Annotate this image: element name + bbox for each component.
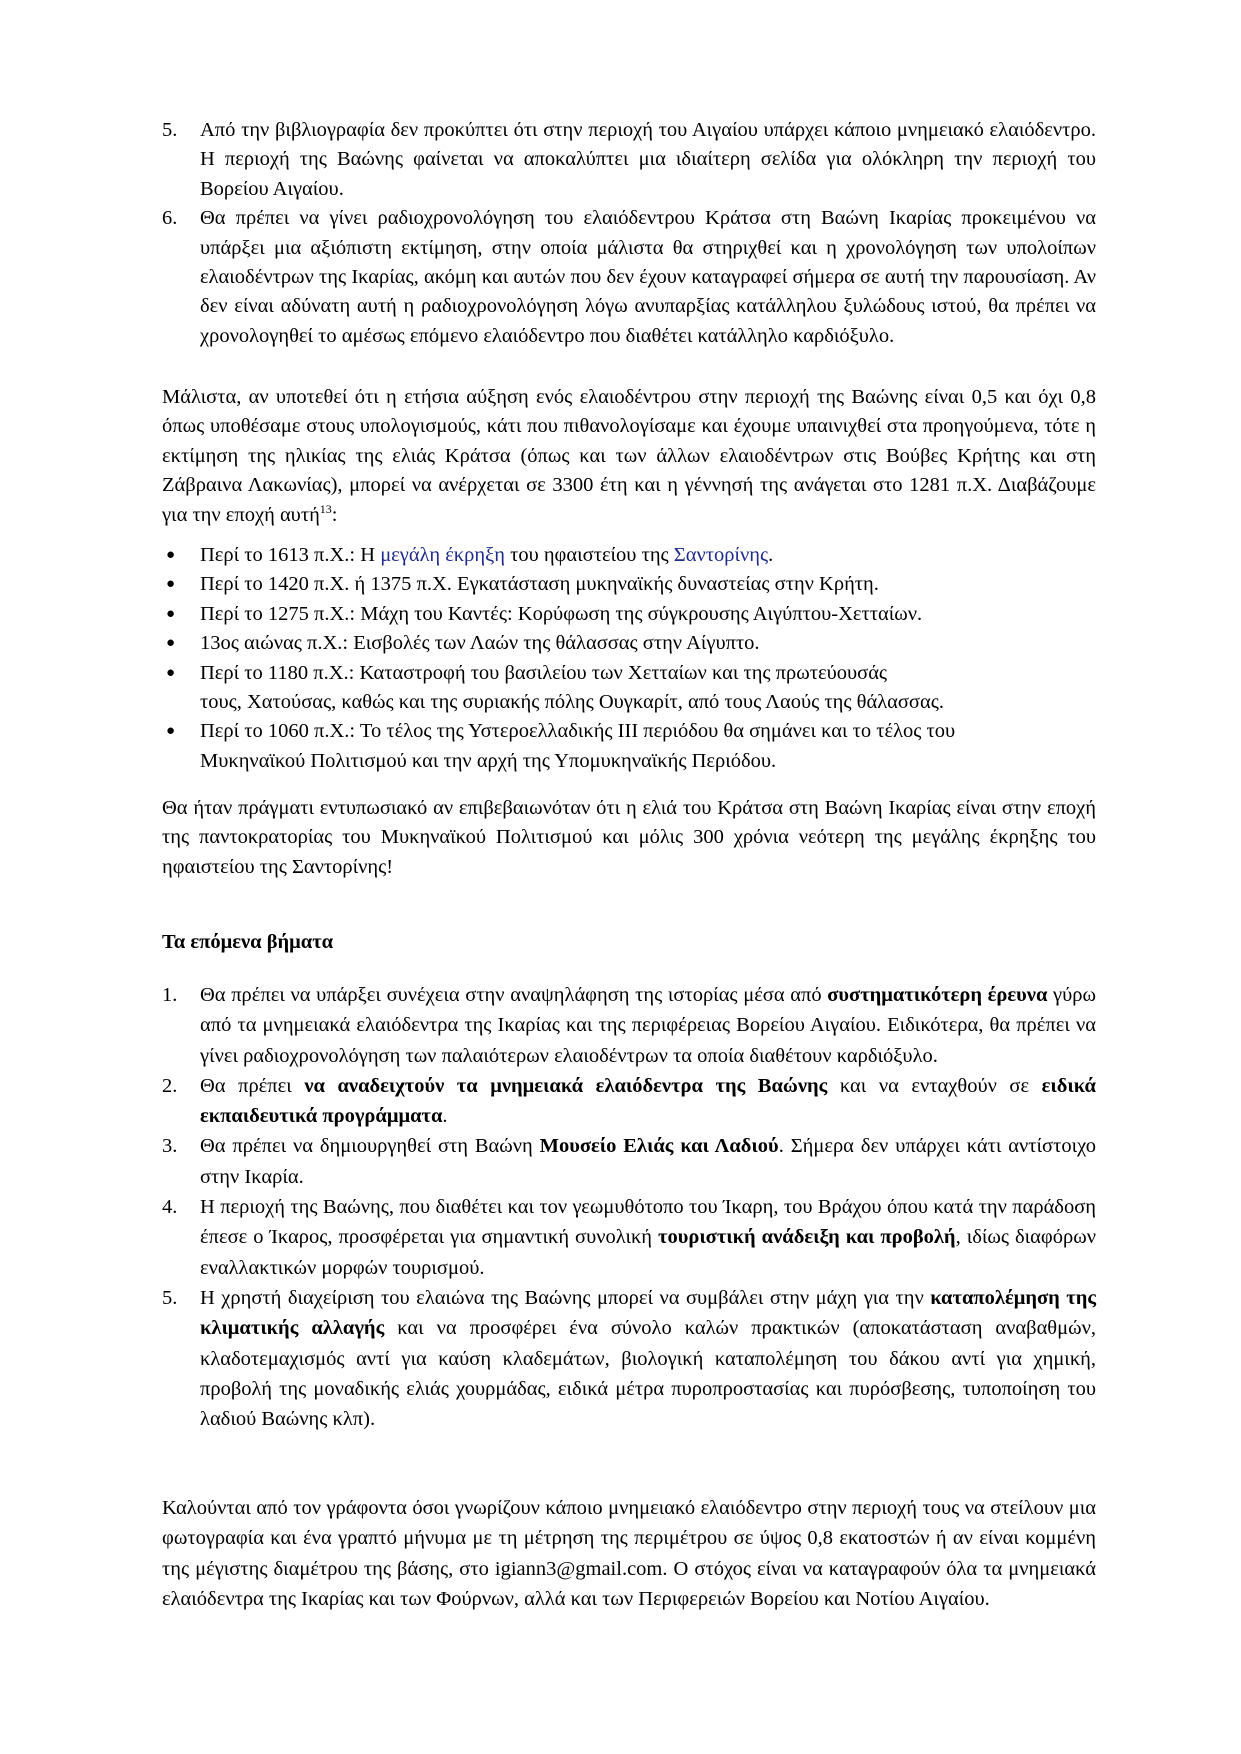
bullet-icon: ● <box>166 723 176 740</box>
top-numbered-list <box>162 116 1096 351</box>
list-number: 5. <box>162 1286 178 1309</box>
bullet-icon: ● <box>166 635 176 652</box>
bullet-item: ● Περί το 1060 π.Χ.: Το τέλος της Υστεροελλαδικής ΙΙΙ περιόδου θα σημάνει και το τέλος του Μυκηναϊκού Πολιτισμού και την αρχή της Υπομυκηναϊκής Περιόδου. <box>162 717 1096 776</box>
footnote-ref: 13 <box>319 501 332 516</box>
list-number: 5. <box>162 119 178 141</box>
paragraph-call-to-action: Καλούνται από τον γράφοντα όσοι γνωρίζουν κάποιο μνημειακό ελαιόδεντρο στην περιοχή τους να στείλουν μια φωτογραφία και ένα γραπτό μήνυμα με τη μέτρηση της περιμέτρου σε ύψος 0,8 εκατοστών ή αν είναι κομμένη της μέγιστης διαμέτρου της βάσης, στο igiann3@gmail.com. Ο στόχος είναι να καταγραφούν όλα τα μνημειακά ελαιόδεντρα της Ικαρίας και των Φούρνων, αλλά και των Περιφερειών Βορείου και Νοτίου Αιγαίου. <box>162 1497 1096 1610</box>
list-item: 5. Η χρηστή διαχείριση του ελαιώνα της Βαώνης μπορεί να συμβάλει στην μάχη για την καταπολέμηση της κλιματικής αλλαγής και να προσφέρει ένα σύνολο καλών πρακτικών (αποκατάσταση αναβαθμών, κλαδοτεμαχισμός αντί για καύση κλαδεμάτων, βιολογική καταπολέμηση του δάκου αντί για χημική, προβολή της μοναδικής ελιάς χουρμάδας, ειδικά μέτρα πυροπροστασίας και πυρόσβεσης, τυποποίηση του λαδιού Βαώνης κλπ). <box>162 1283 1096 1434</box>
bullet-icon: ● <box>166 576 176 593</box>
bullet-item: ● 13ος αιώνας π.Χ.: Εισβολές των Λαών της θάλασσας στην Αίγυπτο. <box>162 629 1096 658</box>
bullet-item: ● Περί το 1180 π.Χ.: Καταστροφή του βασιλείου των Χετταίων και της πρωτεύουσάς τους, Χατούσας, καθώς και της συριακής πόλης Ουγκαρίτ, από τους Λαούς της θάλασσας. <box>162 659 1096 718</box>
list-item: 2. Θα πρέπει να αναδειχτούν τα μνημειακά ελαιόδεντρα της Βαώνης και να ενταχθούν σε ειδικά εκπαιδευτικά προγράμματα. <box>162 1071 1096 1132</box>
list-number: 1. <box>162 984 178 1006</box>
bullet-item: ● Περί το 1275 π.Χ.: Μάχη του Καντές: Κορύφωση της σύγκρουσης Αιγύπτου-Χετταίων. <box>162 600 1096 629</box>
list-number: 2. <box>162 1074 178 1097</box>
list-number: 6. <box>162 207 178 230</box>
list-number: 3. <box>162 1135 178 1158</box>
paragraph-age-estimate <box>162 383 1096 530</box>
link-great-eruption[interactable]: μεγάλη έκρηξη <box>380 544 505 566</box>
bullet-icon: ● <box>166 605 176 622</box>
timeline-bullet-list <box>162 541 1096 776</box>
bullet-item: ● Περί το 1420 π.Χ. ή 1375 π.Χ. Εγκατάσταση μυκηναϊκής δυναστείας στην Κρήτη. <box>162 570 1096 599</box>
link-santorini[interactable]: Σαντορίνης <box>673 544 769 566</box>
section-heading: Τα επόμενα βήματα <box>162 931 334 953</box>
list-item <box>162 204 1096 351</box>
list-number: 4. <box>162 1196 178 1219</box>
list-item: 1. Θα πρέπει να υπάρξει συνέχεια στην αναψηλάφηση της ιστορίας μέσα από συστηματικότερη έρευνα γύρω από τα μνημειακά ελαιόδεντρα της Ικαρίας και της περιφέρειας Βορείου Αιγαίου. Ειδικότερα, θα πρέπει να γίνει ραδιοχρονολόγηση των παλαιότερων ελαιοδέντρων τα οποία διαθέτουν καρδιόξυλο. <box>162 980 1096 1071</box>
list-item: 3. Θα πρέπει να δημιουργηθεί στη Βαώνη Μουσείο Ελιάς και Λαδιού. Σήμερα δεν υπάρχει κάτι αντίστοιχο στην Ικαρία. <box>162 1131 1096 1192</box>
list-text: Από την βιβλιογραφία δεν προκύπτει ότι στην περιοχή του Αιγαίου υπάρχει κάποιο μνημειακό ελαιόδεντρο. Η περιοχή της Βαώνης φαίνεται να αποκαλύπτει μια ιδιαίτερη σελίδα για ολόκληρη την περιοχή του Βορείου Αιγαίου. <box>200 119 1096 200</box>
list-text: Θα πρέπει να γίνει ραδιοχρονολόγηση του ελαιόδεντρου Κράτσα στη Βαώνη Ικαρίας προκειμένου να υπάρξει μια αξιόπιστη εκτίμηση, στην οποία μάλιστα θα στηριχθεί και η χρονολόγηση των υπολοίπων ελαιοδέντρων της Ικαρίας, ακόμη και αυτών που δεν έχουν καταγραφεί σήμερα σε αυτή την παρουσίαση. Αν δεν είναι αδύνατη αυτή η ραδιοχρονολόγηση λόγω ανυπαρξίας κατάλληλου ξυλώδους ιστού, θα πρέπει να χρονολογηθεί το αμέσως επόμενο ελαιόδεντρο που διαθέτει κατάλληλο καρδιόξυλο. <box>200 207 1096 347</box>
bullet-icon: ● <box>166 664 176 681</box>
list-item <box>162 116 1096 204</box>
paragraph-tail: : <box>331 503 338 526</box>
paragraph-text: Μάλιστα, αν υποτεθεί ότι η ετήσια αύξηση ενός ελαιοδέντρου στην περιοχή της Βαώνης είναι 0,5 και όχι 0,8 όπως υποθέσαμε στους υπολογισμούς, κάτι που πιθανολογίσαμε και έχουμε υπαινιχθεί στα προηγούμενα, τότε η εκτίμηση της ηλικίας της ελιάς Κράτσα (όπως και των άλλων ελαιοδέντρων στις Βούβες Κρήτης και στη Ζάβραινα Λακωνίας), μπορεί να ανέρχεται σε 3300 έτη και η γέννησή της ανάγεται στο 1281 π.Χ. Διαβάζουμε για την εποχή αυτή <box>162 386 1096 526</box>
bullet-icon: ● <box>166 547 176 563</box>
paragraph-mycenaean: Θα ήταν πράγματι εντυπωσιακό αν επιβεβαιωνόταν ότι η ελιά του Κράτσα στη Βαώνη Ικαρίας είναι στην εποχή της παντοκρατορίας του Μυκηναϊκού Πολιτισμού και μόλις 300 χρόνια νεότερη της μεγάλης έκρηξης του ηφαιστείου της Σαντορίνης! <box>162 797 1096 878</box>
next-steps-list <box>162 980 1096 1434</box>
bullet-item: ● Περί το 1613 π.Χ.: Η μεγάλη έκρηξη του ηφαιστείου της Σαντορίνης. <box>162 541 1096 570</box>
list-item: 4. Η περιοχή της Βαώνης, που διαθέτει και τον γεωμυθότοπο του Ίκαρη, του Βράχου όπου κατά την παράδοση έπεσε ο Ίκαρος, προσφέρεται για σημαντική συνολική τουριστική ανάδειξη και προβολή, ιδίως διαφόρων εναλλακτικών μορφών τουρισμού. <box>162 1192 1096 1283</box>
